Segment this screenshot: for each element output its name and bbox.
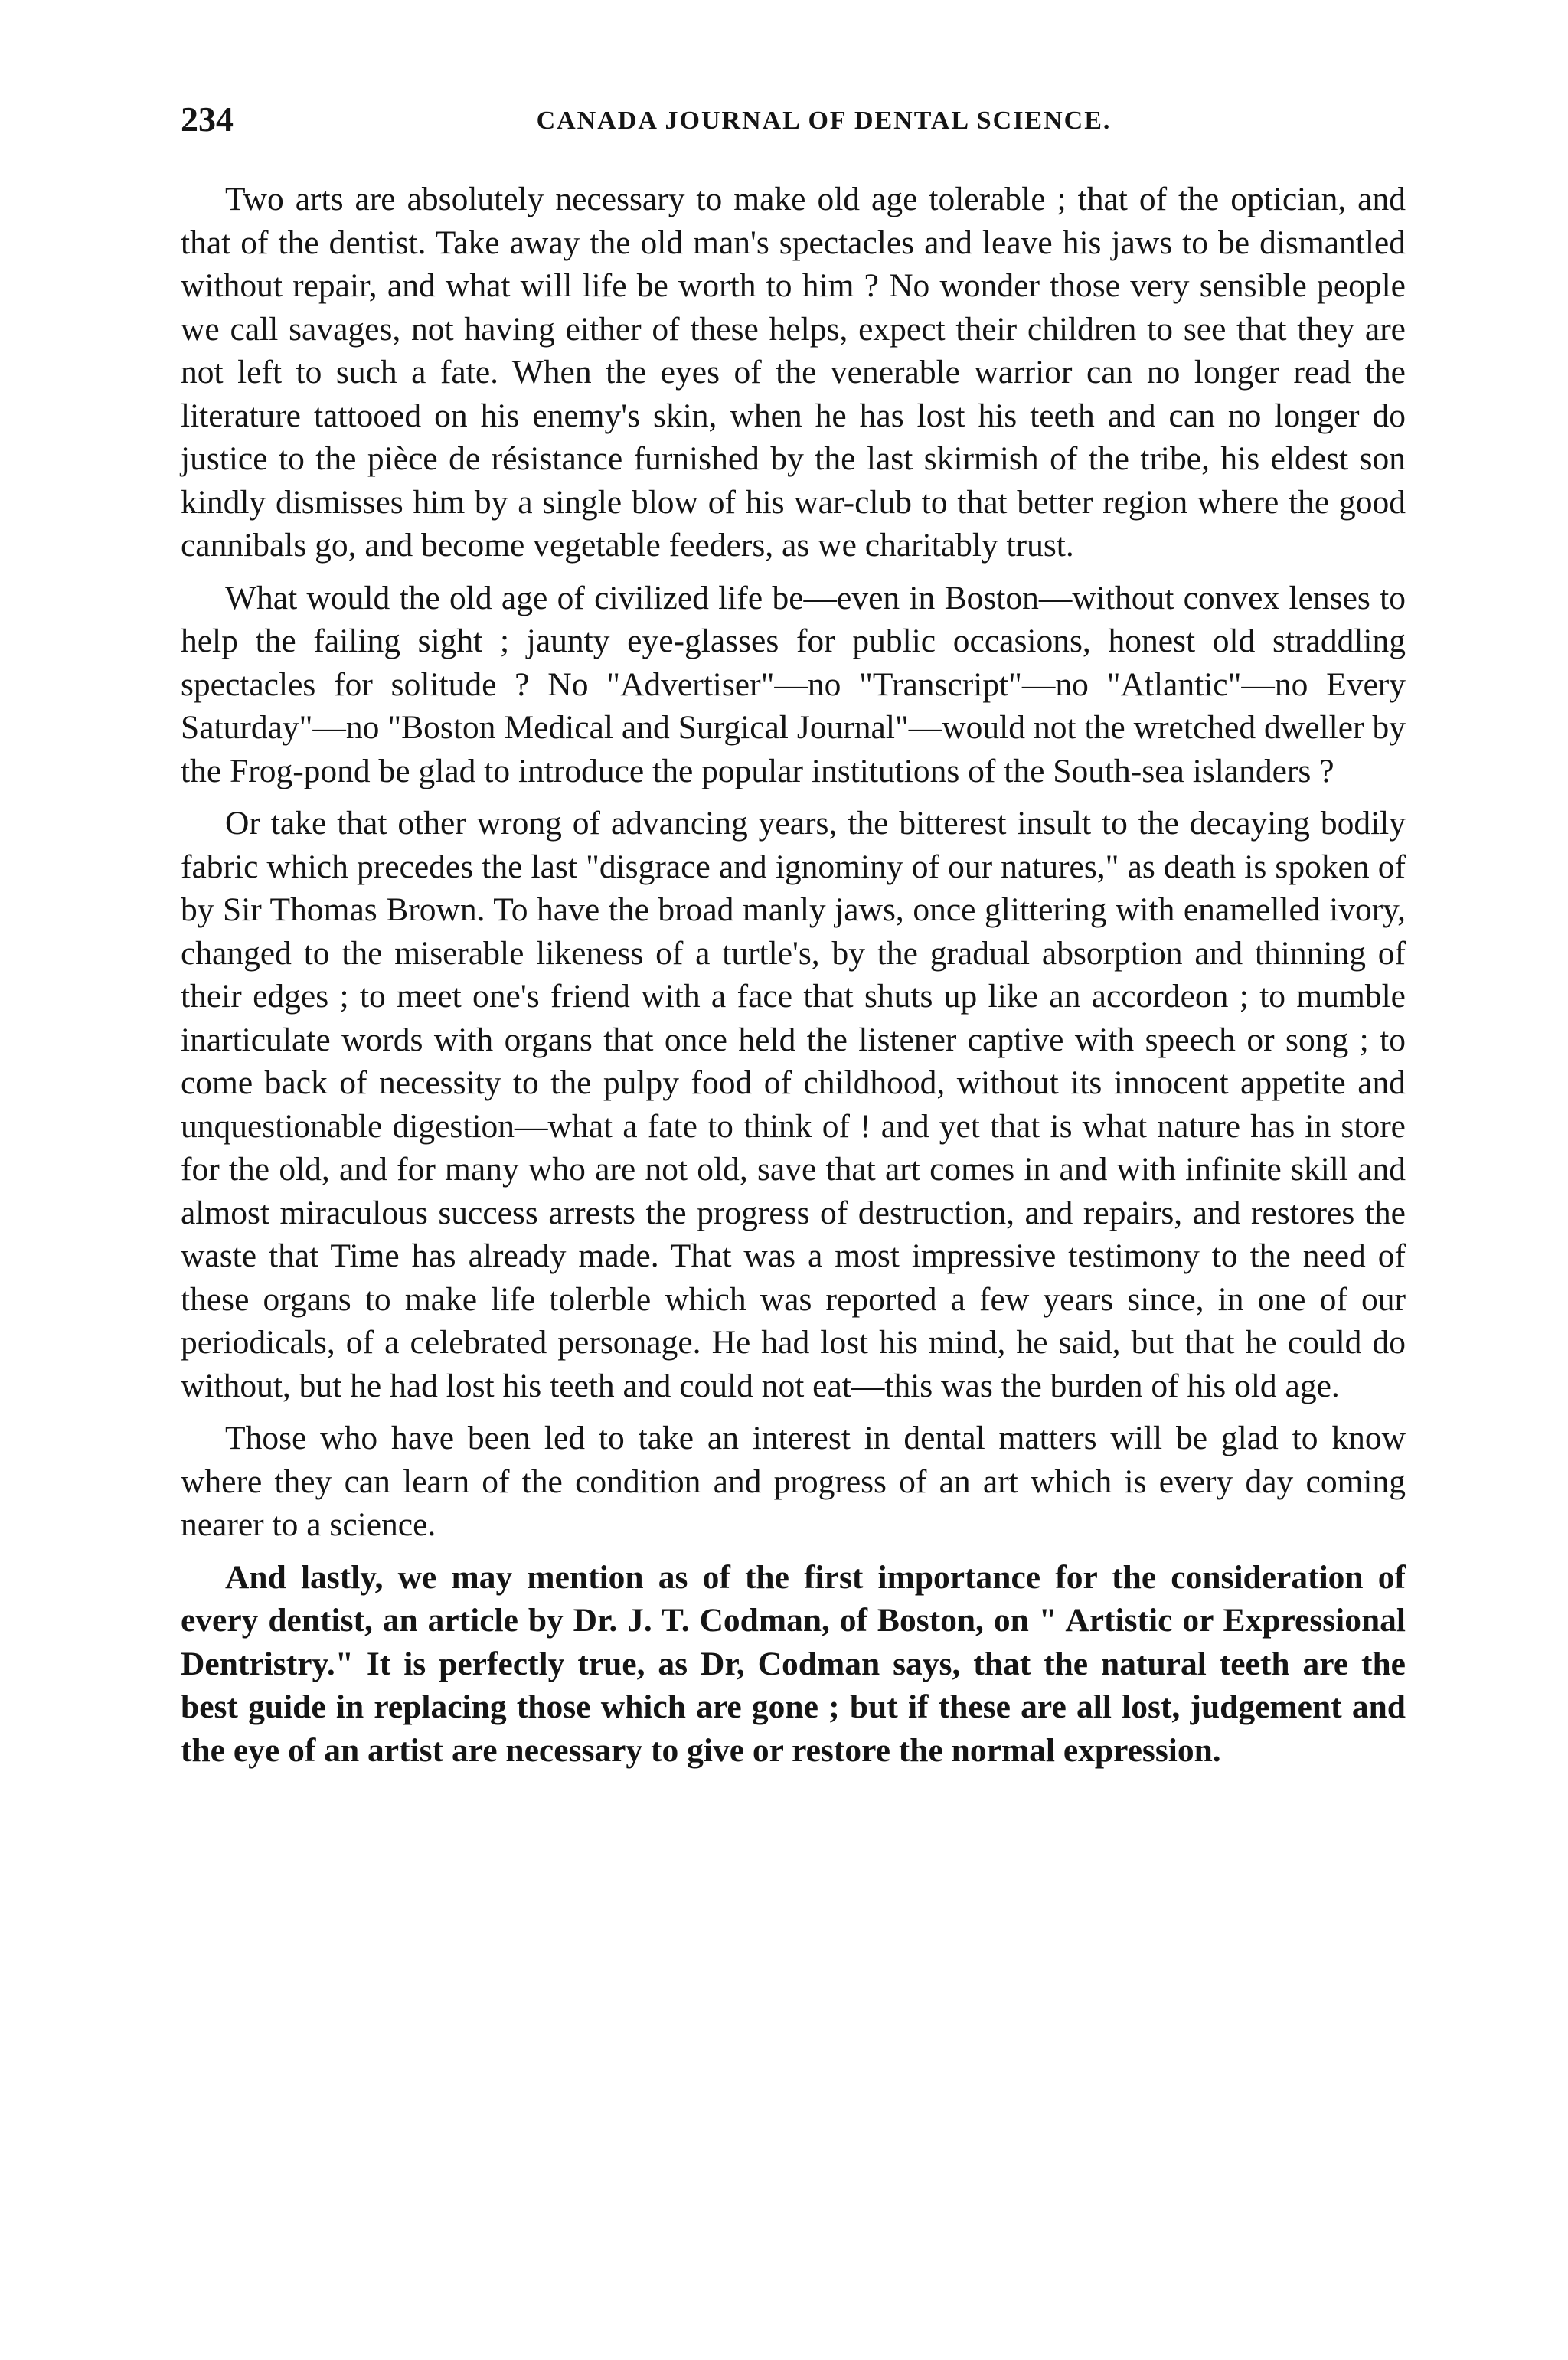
paragraph-4: Those who have been led to take an interest in dental matters will be glad to know where they can learn of the condition and progress of an art which is every day coming nearer to a science. <box>181 1420 1406 1543</box>
paragraph-2: What would the old age of civilized life be—even in Boston—without convex lenses to help the failing sight ; jaunty eye-glasses for public occasions, honest old straddling spectacles for solitude ? No "Advertiser"—no "Transcript"—no "Atlantic"—no Every Saturday"—no "Boston Medical and Surgical Journal"—would not the wretched dweller by the Frog-pond be glad to introduce the popular institutions of the South-sea islanders ? <box>181 579 1406 789</box>
paragraph-1: Two arts are absolutely necessary to make old age tolerable ; that of the optician, and that of the dentist. Take away the old man's spectacles and leave his jaws to be dismantled without repair, and what will life be worth to him ? No wonder those very sensible people we call savages, not having either of these helps, expect their children to see that they are not left to such a fate. When the eyes of the venerable warrior can no longer read the literature tattooed on his enemy's skin, when he has lost his teeth and can no longer do justice to the pièce de résistance furnished by the last skirmish of the tribe, his eldest son kindly dismisses him by a single blow of his war-club to that better region where the good cannibals go, and become vegetable feeders, as we charitably trust. <box>181 181 1406 564</box>
journal-running-head: CANADA JOURNAL OF DENTAL SCIENCE. <box>536 106 1112 135</box>
paragraph-3: Or take that other wrong of advancing years, the bitterest insult to the decaying bodily fabric which precedes the last "disgrace and ignominy of our natures," as death is spoken of by Sir Thomas Brown. To have the broad manly jaws, once glittering with enamelled ivory, changed to the miserable likeness of a turtle's, by the gradual absorption and thinning of their edges ; to meet one's friend with a face that shuts up like an accordeon ; to mumble inarticulate words with organs that once held the listener captive with speech or song ; to come back of necessity to the pulpy food of childhood, without its innocent appetite and unquestionable digestion—what a fate to think of ! and yet that is what nature has in store for the old, and for many who are not old, save that art comes in and with infinite skill and almost miraculous success arrests the progress of destruction, and repairs, and restores the waste that Time has already made. That was a most impressive testimony to the need of these organs to make life tolerble which was reported a few years since, in one of our periodicals, of a celebrated personage. He had lost his mind, he said, but that he could do without, but he had lost his teeth and could not eat—this was the burden of his old age. <box>181 805 1406 1404</box>
page-number: 234 <box>181 100 234 139</box>
article-body <box>181 178 1406 1781</box>
paragraph-5: And lastly, we may mention as of the first importance for the consideration of every dentist, an article by Dr. J. T. Codman, of Boston, on " Artistic or Expressional Dentristry." It is perfectly true, as Dr, Codman says, that the natural teeth are the best guide in replacing those which are gone ; but if these are all lost, judgement and the eye of an artist are necessary to give or restore the normal expression. <box>181 1558 1406 1769</box>
page-header <box>181 96 1406 142</box>
